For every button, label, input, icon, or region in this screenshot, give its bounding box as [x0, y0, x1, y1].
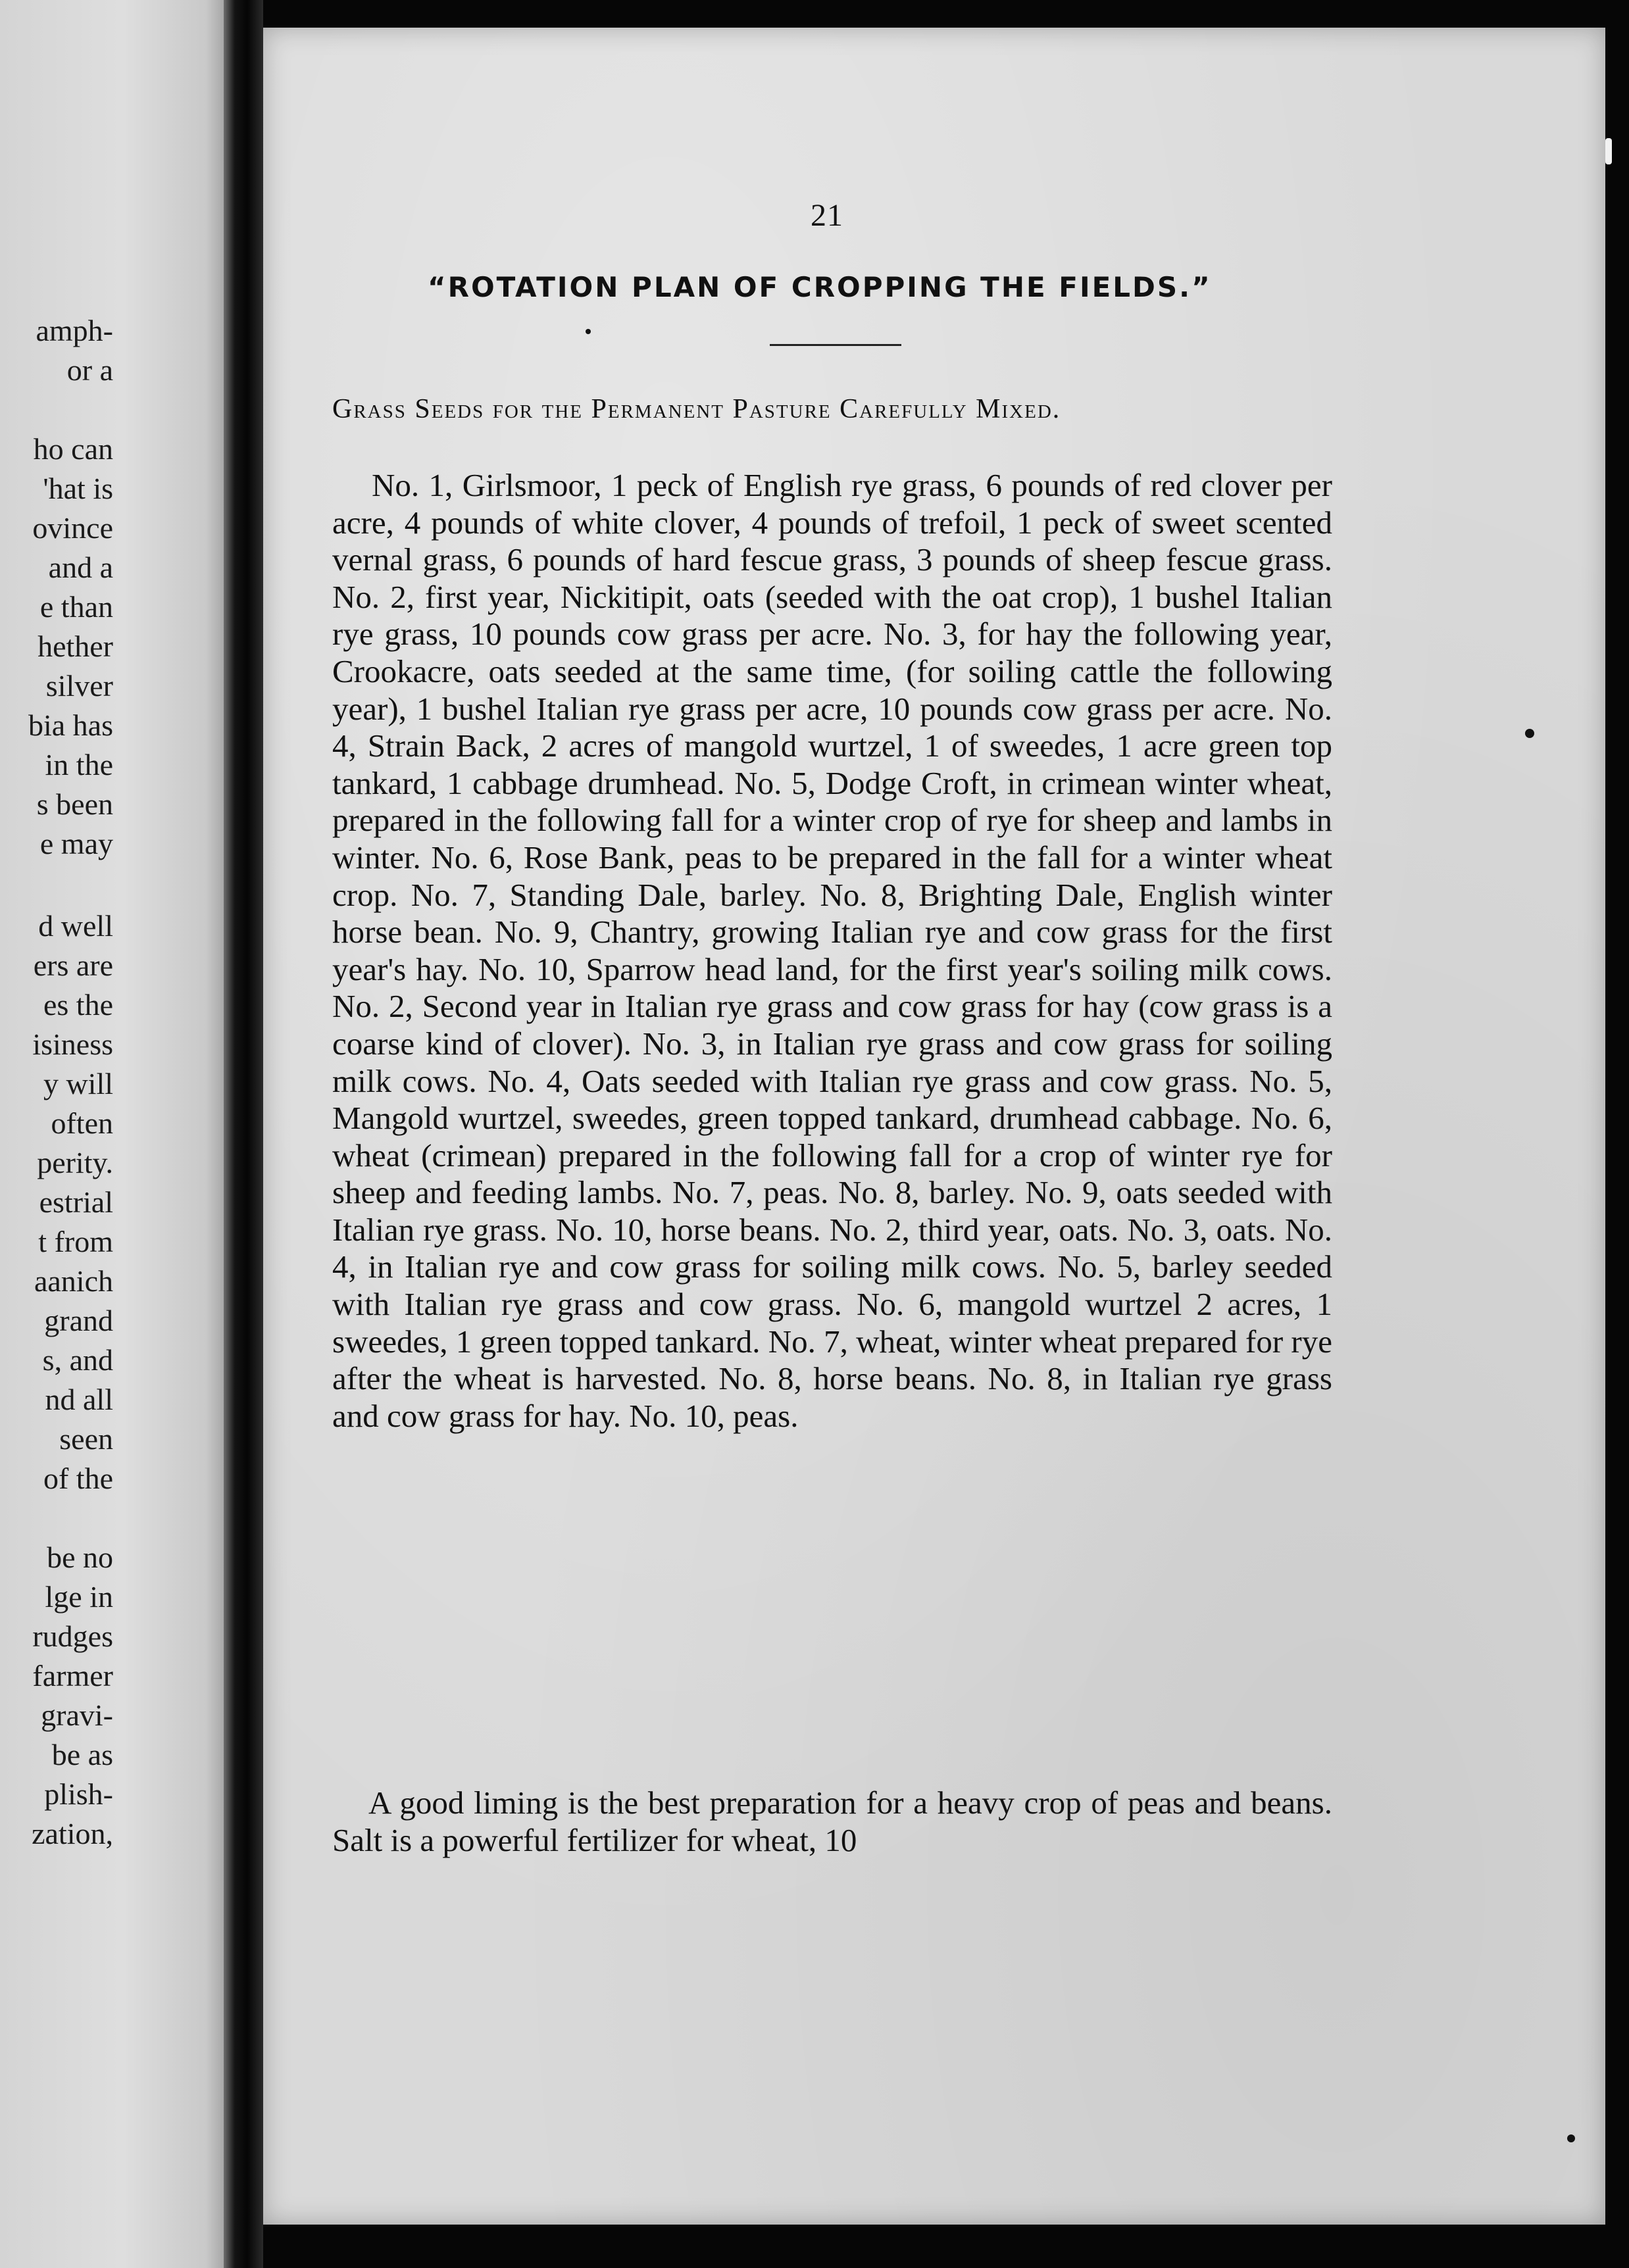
facing-page-line-fragment: hether	[38, 629, 113, 663]
facing-page-line-fragment: es the	[43, 988, 113, 1022]
facing-page-line-fragment: s, and	[42, 1343, 113, 1377]
scan-speck	[1605, 138, 1612, 164]
facing-page-line-fragment: of the	[43, 1462, 113, 1495]
scan-speck	[586, 329, 591, 334]
facing-page-line-fragment: nd all	[45, 1383, 113, 1416]
scan-speck	[1567, 2134, 1575, 2142]
facing-page-line-fragment: 'hat is	[43, 472, 113, 505]
facing-page-line-fragment: or a	[66, 353, 113, 387]
facing-page-line-fragment: estrial	[39, 1185, 113, 1219]
facing-page-line-fragment: e may	[39, 827, 113, 860]
facing-page-line-fragment: ers are	[33, 949, 113, 982]
scan-speck	[1525, 729, 1534, 738]
facing-page-line-fragment: bia has	[28, 708, 113, 742]
facing-page-line-fragment: t from	[38, 1225, 113, 1258]
book-gutter	[224, 0, 263, 2268]
facing-page-line-fragment: isiness	[32, 1027, 113, 1061]
body-paragraph: No. 1, Girlsmoor, 1 peck of English rye grass, 6 pounds of red clover per acre, 4 pounds of white clover, 4 pounds of trefoil, 1 peck of sweet scented vernal grass, 6 pounds of hard fescue grass, 3 pounds of sheep fescue grass. No. 2, first year, Nickitipit, oats (seeded with the oat crop), 1 bushel Italian rye grass, 10 pounds cow grass per acre. No. 3, for hay the following year, Crookacre, oats seeded at the same time, (for soiling cattle the following year), 1 bushel Italian rye grass per acre, 10 pounds cow grass per acre. No. 4, Strain Back, 2 acres of mangold wurtzel, 1 of sweedes, 1 acre green top tankard, 1 cabbage drumhead. No. 5, Dodge Croft, in crimean winter wheat, prepared in the following fall for a winter crop of rye for sheep and lambs in winter. No. 6, Rose Bank, peas to be prepared in the fall for a winter wheat crop. No. 7, Standing Dale, barley. No. 8, Brighting Dale, English winter horse bean. No. 9, Chantry, growing Italian rye and cow grass for the first year's hay. No. 10, Sparrow head land, for the first year's soiling milk cows. No. 2, Second year in Italian rye grass and cow grass for hay (cow grass is a coarse kind of clover). No. 3, in Italian rye grass and cow grass for soiling milk cows. No. 4, Oats seeded with Italian rye grass and cow grass. No. 5, Mangold wurtzel, sweedes, green topped tankard, drumhead cabbage. No. 6, wheat (crimean) prepared in the following fall for a crop of winter rye for sheep and feeding lambs. No. 7, peas. No. 8, barley. No. 9, oats seeded with Italian rye grass. No. 10, horse beans. No. 2, third year, oats. No. 3, oats. No. 4, in Italian rye and cow grass for soiling milk cows. No. 5, barley seeded with Italian rye grass and cow grass. No. 6, mangold wurtzel 2 acres, 1 sweedes, 1 green topped tankard. No. 7, wheat, winter wheat prepared for rye after the wheat is harvested. No. 8, horse beans. No. 8, in Italian rye grass and cow grass for hay. No. 10, peas.	[332, 467, 1332, 1434]
page-number: 21	[811, 198, 843, 233]
facing-page-line-fragment: y will	[43, 1067, 113, 1100]
facing-page-line-fragment: often	[51, 1106, 113, 1140]
body-paragraph: A good liming is the best preparation for a heavy crop of peas and beans. Salt is a powerful fertilizer for wheat, 10	[332, 1785, 1332, 1858]
facing-page-line-fragment: and a	[48, 551, 113, 584]
section-heading: Grass Seeds for the Permanent Pasture Carefully Mixed.	[332, 394, 1061, 424]
facing-page-line-fragment: gravi-	[41, 1698, 113, 1732]
facing-page-line-fragment: plish-	[44, 1777, 113, 1811]
facing-page-line-fragment: lge in	[45, 1580, 113, 1614]
facing-page-line-fragment: rudges	[32, 1619, 113, 1653]
facing-page-line-fragment: seen	[59, 1422, 113, 1456]
facing-page-line-fragment: in the	[45, 748, 113, 781]
facing-page-line-fragment: perity.	[37, 1146, 113, 1179]
facing-page-line-fragment: farmer	[32, 1659, 113, 1692]
facing-page-line-fragment: aanich	[34, 1264, 113, 1298]
facing-page-line-fragment: be as	[51, 1738, 113, 1771]
facing-page-line-fragment: d well	[38, 909, 113, 943]
facing-page-line-fragment: be no	[47, 1541, 113, 1574]
facing-page-left	[0, 0, 224, 2268]
facing-page-line-fragment: s been	[36, 787, 113, 821]
facing-page-line-fragment: amph-	[36, 314, 113, 347]
title-divider-rule	[770, 344, 901, 346]
facing-page-line-fragment: zation,	[32, 1817, 113, 1850]
facing-page-line-fragment: grand	[44, 1304, 113, 1337]
page-title: “ROTATION PLAN OF CROPPING THE FIELDS.”	[428, 271, 1212, 303]
facing-page-line-fragment: ovince	[32, 511, 113, 545]
facing-page-line-fragment: e than	[39, 590, 113, 624]
facing-page-line-fragment: silver	[45, 669, 113, 703]
facing-page-line-fragment: ho can	[33, 432, 113, 466]
